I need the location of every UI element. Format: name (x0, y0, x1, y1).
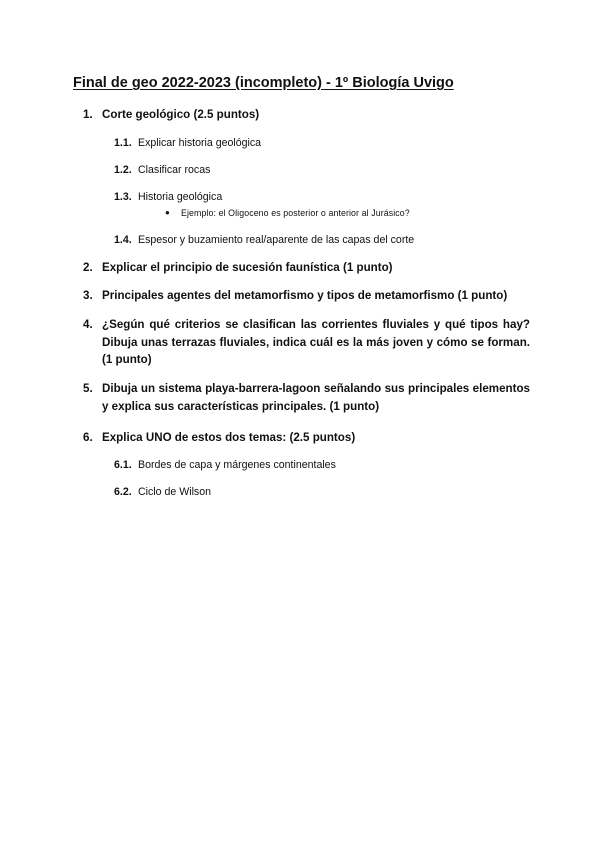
question-text: Corte geológico (2.5 puntos) (102, 108, 260, 121)
question-number: 6. (83, 431, 93, 444)
subitem-text: Espesor y buzamiento real/aparente de las capas del corte (138, 234, 415, 246)
question-3 (83, 287, 530, 305)
subitem-number: 1.3. (114, 191, 132, 203)
question-6 (83, 429, 530, 447)
subitem-text: Historia geológica (138, 191, 223, 203)
question-text: Explicar el principio de sucesión faunística (1 punto) (102, 261, 393, 274)
subitem-number: 1.1. (114, 137, 132, 149)
question-2 (83, 259, 530, 277)
bullet-text: Ejemplo: el Oligoceno es posterior o anterior al Jurásico? (181, 208, 410, 218)
question-text: Principales agentes del metamorfismo y tipos de metamorfismo (1 punto) (102, 289, 508, 302)
bullet-icon: ● (165, 208, 170, 217)
subitem-number: 1.2. (114, 164, 132, 176)
subitem-number: 6.2. (114, 486, 132, 498)
question-text: ¿Según qué criterios se clasifican las corrientes fluviales y qué tipos hay? Dibuja unas terrazas fluviales, indica cuál es la más joven y cómo se forman. (1 punto) (102, 318, 530, 366)
question-number: 5. (83, 382, 93, 395)
exam-title: Final de geo 2022-2023 (incompleto) - 1º Biología Uvigo (73, 75, 454, 91)
question-number: 4. (83, 318, 93, 331)
subitem-text: Bordes de capa y márgenes continentales (138, 459, 336, 471)
subitem-number: 1.4. (114, 234, 132, 246)
subitem-text: Explicar historia geológica (138, 137, 262, 149)
subitem-text: Ciclo de Wilson (138, 486, 212, 498)
question-text: Dibuja un sistema playa-barrera-lagoon señalando sus principales elementos y explica sus características principales. (1 punto) (102, 382, 530, 413)
question-1 (83, 106, 530, 124)
question-text: Explica UNO de estos dos temas: (2.5 puntos) (102, 431, 356, 444)
question-4 (83, 316, 530, 369)
question-number: 1. (83, 108, 93, 121)
question-number: 2. (83, 261, 93, 274)
question-number: 3. (83, 289, 93, 302)
question-5 (83, 380, 530, 415)
subitem-number: 6.1. (114, 459, 132, 471)
subitem-text: Clasificar rocas (138, 164, 211, 176)
